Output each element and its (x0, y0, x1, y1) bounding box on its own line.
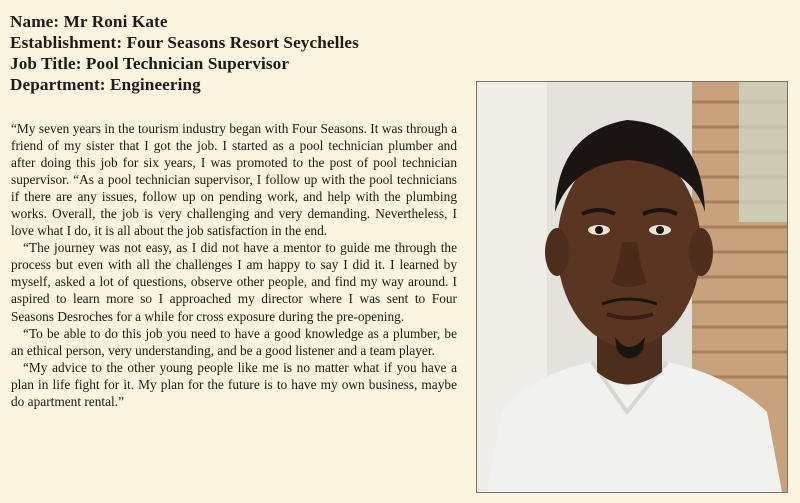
establishment-line: Establishment: Four Seasons Resort Seychelles (10, 33, 359, 52)
right-pupil (656, 226, 664, 234)
article-paragraph-3: “To be able to do this job you need to have a good knowledge as a plumber, be an ethical person, very understanding, and be a good listener and a team player. (11, 325, 457, 358)
profile-header (10, 11, 470, 95)
department-line: Department: Engineering (10, 75, 201, 94)
right-ear (689, 228, 713, 276)
job-title-line: Job Title: Pool Technician Supervisor (10, 54, 290, 73)
portrait-photo (476, 81, 788, 493)
left-ear (545, 228, 569, 276)
left-pupil (595, 226, 603, 234)
name-line: Name: Mr Roni Kate (10, 12, 168, 31)
window-glass (739, 82, 787, 222)
article-paragraph-2: “The journey was not easy, as I did not have a mentor to guide me through the process but even with all the challenges I am happy to say I did it. I learned by myself, asked a lot of questions, observe other people, and find my way around. I aspired to learn more so I approached my director where I was sent to Four Seasons Desroches for a while for cross exposure during the pre-opening. (11, 240, 457, 324)
article-paragraph-4: “My advice to the other young people like me is no matter what if you have a plan in life fight for it. My plan for the future is to have my own business, maybe do apartment rental.” (11, 359, 457, 409)
article-paragraph-1: “My seven years in the tourism industry began with Four Seasons. It was through a friend of my sister that I got the job. I started as a pool technician plumber and after doing this job for six years, I was promoted to the post of pool technician supervisor. “As a pool technician supervisor, I follow up with the pool technicians if there are any issues, follow up on pending work, and help with the plumbing works. Overall, the job is very challenging and very demanding. Nevertheless, I love what I do, it is all about the job satisfaction in the end. (11, 121, 457, 239)
portrait-illustration (477, 82, 787, 492)
article-body (11, 120, 457, 410)
